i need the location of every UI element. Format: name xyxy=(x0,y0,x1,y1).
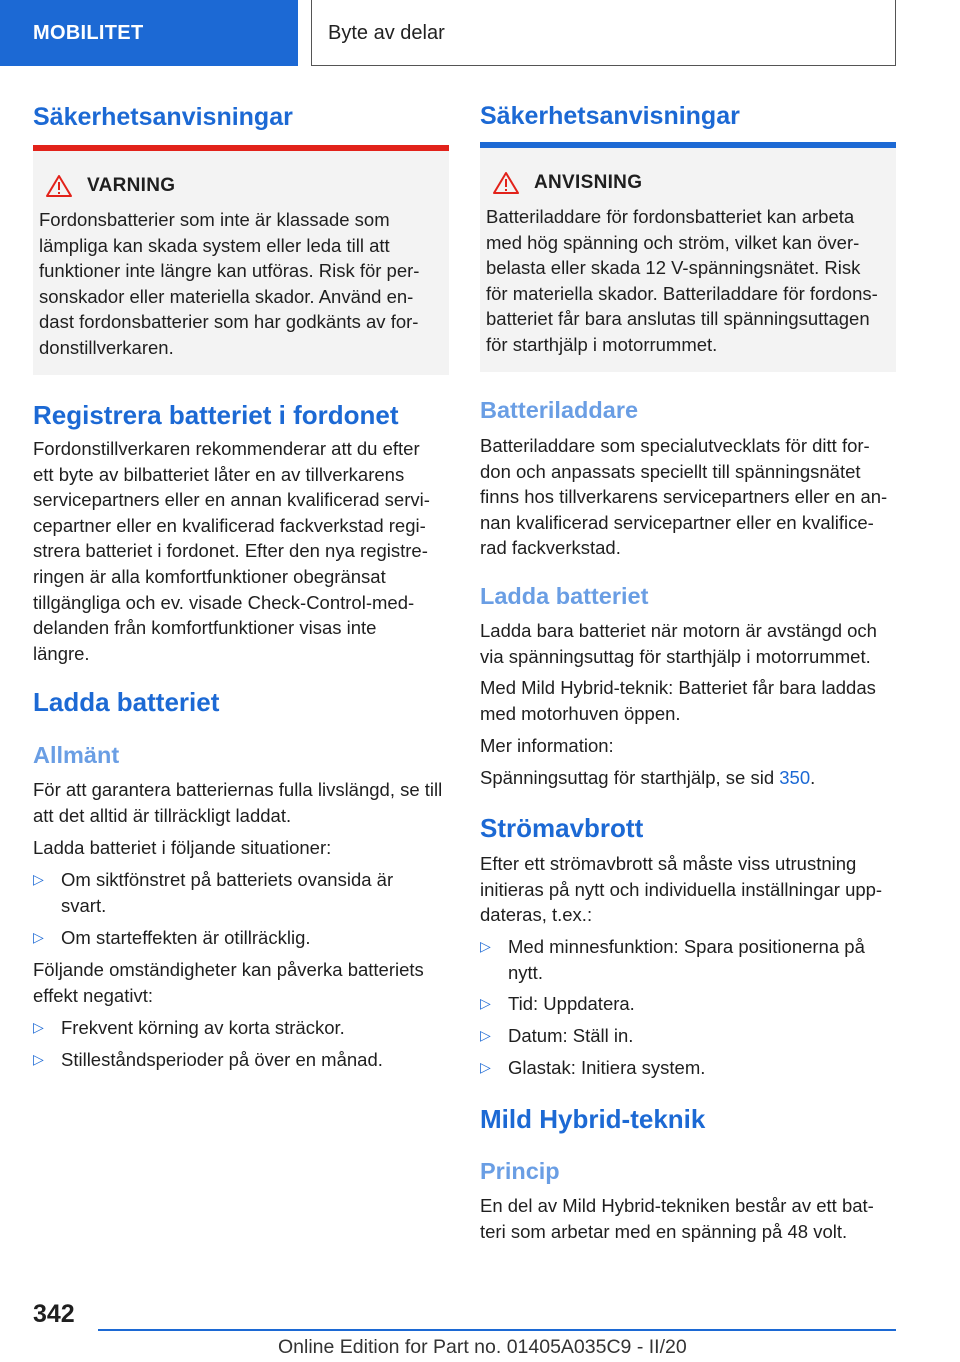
warning-label: VARNING xyxy=(87,175,176,196)
chapter-tab: Byte av delar xyxy=(311,0,896,66)
text-line: för materiella skador. Batteriladdare för fordons- xyxy=(486,282,878,304)
bullet-triangle-icon: ▷ xyxy=(480,1059,491,1075)
text-line: Om starteffekten är otillräcklig. xyxy=(61,927,311,948)
charge-paragraph xyxy=(480,618,898,669)
text-line: cepartner eller en kvalificerad fackverkstad regi- xyxy=(33,514,426,536)
section-tab: MOBILITET xyxy=(0,0,298,66)
hybrid-title: Mild Hybrid-teknik xyxy=(480,1104,706,1134)
outage-title: Strömavbrott xyxy=(480,813,644,843)
text-line: finns hos tillverkarens servicepartners eller en an- xyxy=(480,486,888,508)
warning-icon xyxy=(45,174,73,198)
text-line: nytt. xyxy=(508,961,543,983)
situations-intro: Ladda batteriet i följande situationer: xyxy=(33,837,332,858)
general-title: Allmänt xyxy=(33,742,120,768)
charge-title: Ladda batteriet xyxy=(33,687,220,717)
notice-text xyxy=(486,204,884,358)
warning-header xyxy=(39,171,437,201)
reference-text: Spänningsuttag för starthjälp, se sid xyxy=(480,767,780,788)
text-line: Efter ett strömavbrott så måste viss utrustning xyxy=(480,853,857,874)
text-line: batteriet får bara anslutas till spänningsuttagen xyxy=(486,308,870,330)
text-line: teri som arbetar med en spänning på 48 volt. xyxy=(480,1220,848,1242)
warning-text xyxy=(39,207,437,361)
text-line: längre. xyxy=(33,642,90,664)
outage-paragraph xyxy=(480,851,898,928)
text-line: strera batteriet i fordonet. Efter den nya registre- xyxy=(33,540,428,562)
notice-header xyxy=(486,168,884,198)
text-line: Med minnesfunktion: Spara positionerna på xyxy=(508,936,865,957)
text-line: nan kvalificerad servicepartner eller en kvalifice- xyxy=(480,511,874,533)
text-line: dateras, t.ex.: xyxy=(480,904,593,926)
text-line: initieras på nytt och individuella inställningar upp- xyxy=(480,878,883,900)
text-line: effekt negativt: xyxy=(33,984,153,1006)
footer-rule xyxy=(98,1329,896,1331)
general-paragraph xyxy=(33,777,451,828)
text-line: via spänningsuttag för starthjälp i motorrummet. xyxy=(480,645,871,667)
text-line: Batteriladdare som specialutvecklats för ditt for- xyxy=(480,435,870,456)
bullet-triangle-icon: ▷ xyxy=(33,929,44,945)
page-reference-link[interactable]: 350 xyxy=(779,767,811,788)
notice-box xyxy=(480,148,896,372)
text-line: Stilleståndsperioder på över en månad. xyxy=(61,1049,383,1070)
warning-icon xyxy=(492,171,520,195)
text-line: servicepartners eller en annan kvalificerad servi- xyxy=(33,489,430,511)
text-line: donstillverkaren. xyxy=(39,336,174,358)
text-line: funktioner inte längre kan utföras. Risk för per- xyxy=(39,260,420,282)
text-line: tillgängliga och ev. visade Check-Control-med- xyxy=(33,591,415,613)
bullet-triangle-icon: ▷ xyxy=(480,995,491,1011)
principle-title: Princip xyxy=(480,1158,560,1184)
bullet-triangle-icon: ▷ xyxy=(33,1019,44,1035)
bullet-triangle-icon: ▷ xyxy=(480,938,491,954)
text-line: ett byte av bilbatteriet låter en av tillverkarens xyxy=(33,463,405,485)
bullet-triangle-icon: ▷ xyxy=(480,1027,491,1043)
charger-title: Batteriladdare xyxy=(480,397,639,423)
safety-title: Säkerhetsanvisningar xyxy=(33,103,293,131)
more-info: Mer information: xyxy=(480,735,614,756)
text-line: don och anpassats speciellt till spänningsnätet xyxy=(480,460,861,482)
text-line: Ladda bara batteriet när motorn är avstängd och xyxy=(480,620,877,641)
text-line: svart. xyxy=(61,894,107,916)
text-line: Fordonsbatterier som inte är klassade som xyxy=(39,209,390,230)
text-line: Batteriladdare för fordonsbatteriet kan arbeta xyxy=(486,206,855,227)
text-line: Följande omständigheter kan påverka batteriets xyxy=(33,959,424,980)
bullet-triangle-icon: ▷ xyxy=(33,871,44,887)
principle-paragraph xyxy=(480,1193,898,1244)
text-line: Glastak: Initiera system. xyxy=(508,1057,706,1078)
text-line: för starthjälp i motorrummet. xyxy=(486,333,718,355)
text-line: att det alltid är tillräckligt laddat. xyxy=(33,804,292,826)
reference-line xyxy=(480,765,898,791)
text-line: belasta eller skada 12 V-spänningsnätet. Risk xyxy=(486,257,861,279)
text-line: ringen är alla komfortfunktioner obegränsat xyxy=(33,565,386,587)
text-line: med hög spänning och ström, vilket kan över- xyxy=(486,231,860,253)
factors-paragraph xyxy=(33,957,451,1008)
notice-label: ANVISNING xyxy=(534,172,643,193)
text-line: med motorhuven öppen. xyxy=(480,702,681,724)
page-number: 342 xyxy=(33,1300,75,1328)
text-line: lämpliga kan skada system eller leda till att xyxy=(39,234,390,256)
text-line: Frekvent körning av korta sträckor. xyxy=(61,1017,345,1038)
text-line: sonskador eller materiella skador. Använd en- xyxy=(39,285,414,307)
text-line: Tid: Uppdatera. xyxy=(508,993,635,1014)
text-line: delanden från komfortfunktioner visas inte xyxy=(33,617,377,639)
charger-paragraph xyxy=(480,433,898,561)
register-title: Registrera batteriet i fordonet xyxy=(33,400,399,430)
text-line: rad fackverkstad. xyxy=(480,537,621,559)
safety-title: Säkerhetsanvisningar xyxy=(480,102,740,130)
warning-box xyxy=(33,151,449,375)
reference-end: . xyxy=(810,767,816,788)
register-paragraph xyxy=(33,436,451,666)
text-line: Datum: Ställ in. xyxy=(508,1025,634,1046)
text-line: En del av Mild Hybrid-tekniken består av ett bat- xyxy=(480,1195,874,1216)
text-line: Med Mild Hybrid-teknik: Batteriet får bara laddas xyxy=(480,677,876,698)
bullet-triangle-icon: ▷ xyxy=(33,1051,44,1067)
text-line: För att garantera batteriernas fulla livslängd, se till xyxy=(33,779,443,800)
footer-edition: Online Edition for Part no. 01405A035C9 - II/20 xyxy=(278,1336,687,1358)
text-line: dast fordonsbatterier som har godkänts av for- xyxy=(39,311,419,333)
charge-subtitle: Ladda batteriet xyxy=(480,583,649,609)
text-line: Fordonstillverkaren rekommenderar att du efter xyxy=(33,438,420,459)
text-line: Om siktfönstret på batteriets ovansida är xyxy=(61,869,394,890)
mild-hybrid-paragraph xyxy=(480,675,898,726)
